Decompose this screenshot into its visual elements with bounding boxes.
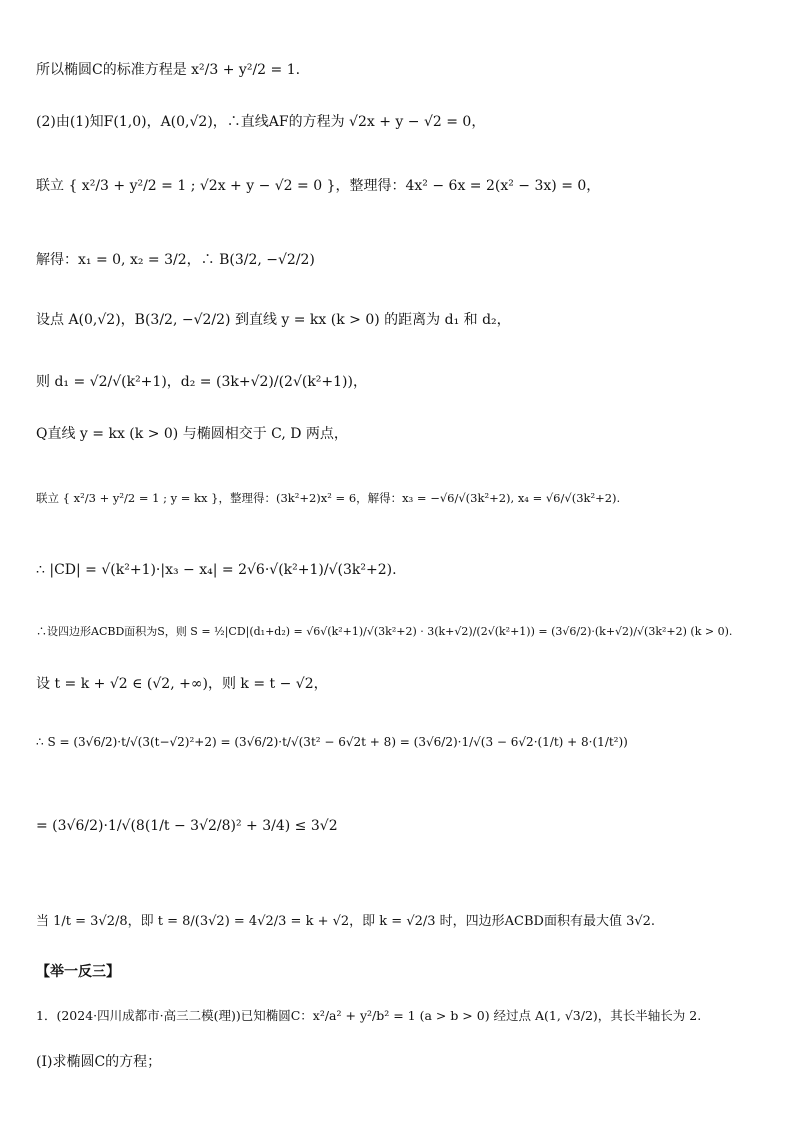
text-line: 联立 { x²/3 + y²/2 = 1 ; √2x + y − √2 = 0 }，整理得：4x² − 6x = 2(x² − 3x) = 0， bbox=[36, 178, 601, 194]
problem-statement: 1．(2024·四川成都市·高三二模(理))已知椭圆C：x²/a² + y²/b² = 1 (a > b > 0) 经过点 A(1, √3/2)，其长半轴长为 2. bbox=[36, 1008, 702, 1023]
text-line: 当 1/t = 3√2/8，即 t = 8/(3√2) = 4√2/3 = k + √2，即 k = √2/3 时，四边形ACBD面积有最大值 3√2. bbox=[36, 914, 656, 929]
text-line: = (3√6/2)·1/√(8(1/t − 3√2/8)² + 3/4) ≤ 3√2 bbox=[36, 818, 338, 834]
question-part: (Ⅰ)求椭圆C的方程； bbox=[36, 1054, 162, 1070]
text-line: 联立 { x²/3 + y²/2 = 1 ; y = kx }，整理得：(3k²+2)x² = 6，解得：x₃ = −√6/√(3k²+2), x₄ = √6/√(3k²+2). bbox=[36, 491, 621, 505]
text-line: Q直线 y = kx (k > 0) 与椭圆相交于 C, D 两点， bbox=[36, 426, 348, 442]
text-line: ∴设四边形ACBD面积为S，则 S = ½|CD|(d₁+d₂) = √6√(k²+1)/√(3k²+2) · 3(k+√2)/(2√(k²+1)) = (3√6/2)·(k+√2)/√(3k²+2) (k > 0). bbox=[36, 625, 733, 638]
section-heading: 【举一反三】 bbox=[36, 964, 120, 980]
text-line: 则 d₁ = √2/√(k²+1)，d₂ = (3k+√2)/(2√(k²+1))， bbox=[36, 374, 367, 390]
text-line: 设点 A(0,√2)，B(3/2, −√2/2) 到直线 y = kx (k > 0) 的距离为 d₁ 和 d₂， bbox=[36, 312, 511, 328]
text-line: ∴ S = (3√6/2)·t/√(3(t−√2)²+2) = (3√6/2)·t/√(3t² − 6√2t + 8) = (3√6/2)·1/√(3 − 6√2·(1/t) + 8·(1/t²)) bbox=[36, 735, 628, 749]
text-line: ∴ |CD| = √(k²+1)·|x₃ − x₄| = 2√6·√(k²+1)/√(3k²+2). bbox=[36, 562, 397, 578]
text-line: 所以椭圆C的标准方程是 x²/3 + y²/2 = 1. bbox=[36, 62, 301, 78]
text-line: 设 t = k + √2 ∈ (√2, +∞)，则 k = t − √2， bbox=[36, 676, 328, 692]
text-line: (2)由(1)知F(1,0)，A(0,√2)，∴直线AF的方程为 √2x + y − √2 = 0， bbox=[36, 114, 486, 130]
text-line: 解得：x₁ = 0, x₂ = 3/2，∴ B(3/2, −√2/2) bbox=[36, 252, 315, 268]
